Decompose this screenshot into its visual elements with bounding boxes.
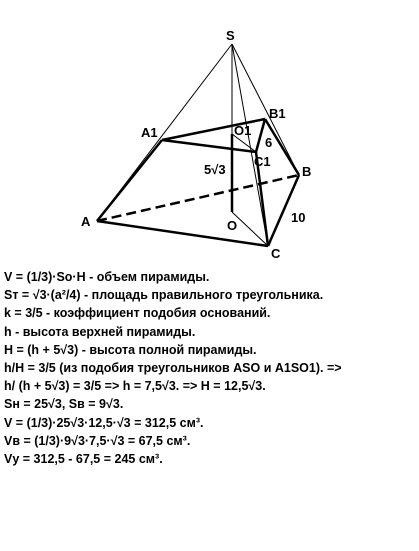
label-o: O — [227, 218, 238, 233]
pyramid-diagram — [0, 0, 419, 268]
edge-s-c — [232, 44, 268, 246]
edge-a-c — [97, 221, 268, 246]
solution-line: Sн = 25√3, Sв = 9√3. — [4, 397, 124, 412]
solution-line: Vв = (1/3)·9√3·7,5·√3 = 67,5 см³. — [4, 433, 191, 448]
label-c: C — [271, 246, 281, 261]
label-a: A — [81, 214, 91, 229]
solution-line: h/ (h + 5√3) = 3/5 => h = 7,5√3. => H = 12,5√3. — [4, 379, 266, 394]
label-c1: C1 — [254, 154, 271, 169]
label-b1: B1 — [269, 106, 286, 121]
label-lower-edge-10: 10 — [291, 210, 306, 225]
solution-line: Sт = √3·(a²/4) - площадь правильного треугольника. — [4, 288, 324, 303]
solution-line: V = (1/3)·25√3·12,5·√3 = 312,5 см³. — [4, 415, 204, 430]
solution-line: H = (h + 5√3) - высота полной пирамиды. — [4, 342, 257, 357]
label-height-5-sqrt3: 5√3 — [204, 162, 226, 177]
label-b: B — [302, 164, 312, 179]
solution-line: h - высота верхней пирамиды. — [4, 324, 196, 339]
solution-line: k = 3/5 - коэффициент подобия оснований. — [4, 306, 271, 321]
solution-line: V = (1/3)·So·H - объем пирамиды. — [4, 270, 210, 284]
label-a1: A1 — [141, 125, 158, 140]
label-upper-edge-6: 6 — [265, 135, 273, 150]
edge-b1-c1 — [256, 119, 265, 152]
edge-a-a1 — [97, 140, 162, 221]
solution-line: Vу = 312,5 - 67,5 = 245 см³. — [4, 452, 163, 467]
solution-text — [4, 268, 416, 468]
solution-line: h/H = 3/5 (из подобия треугольников ASO и A1SO1). => — [4, 361, 342, 376]
label-o1: O1 — [234, 123, 252, 138]
label-s: S — [226, 28, 235, 43]
